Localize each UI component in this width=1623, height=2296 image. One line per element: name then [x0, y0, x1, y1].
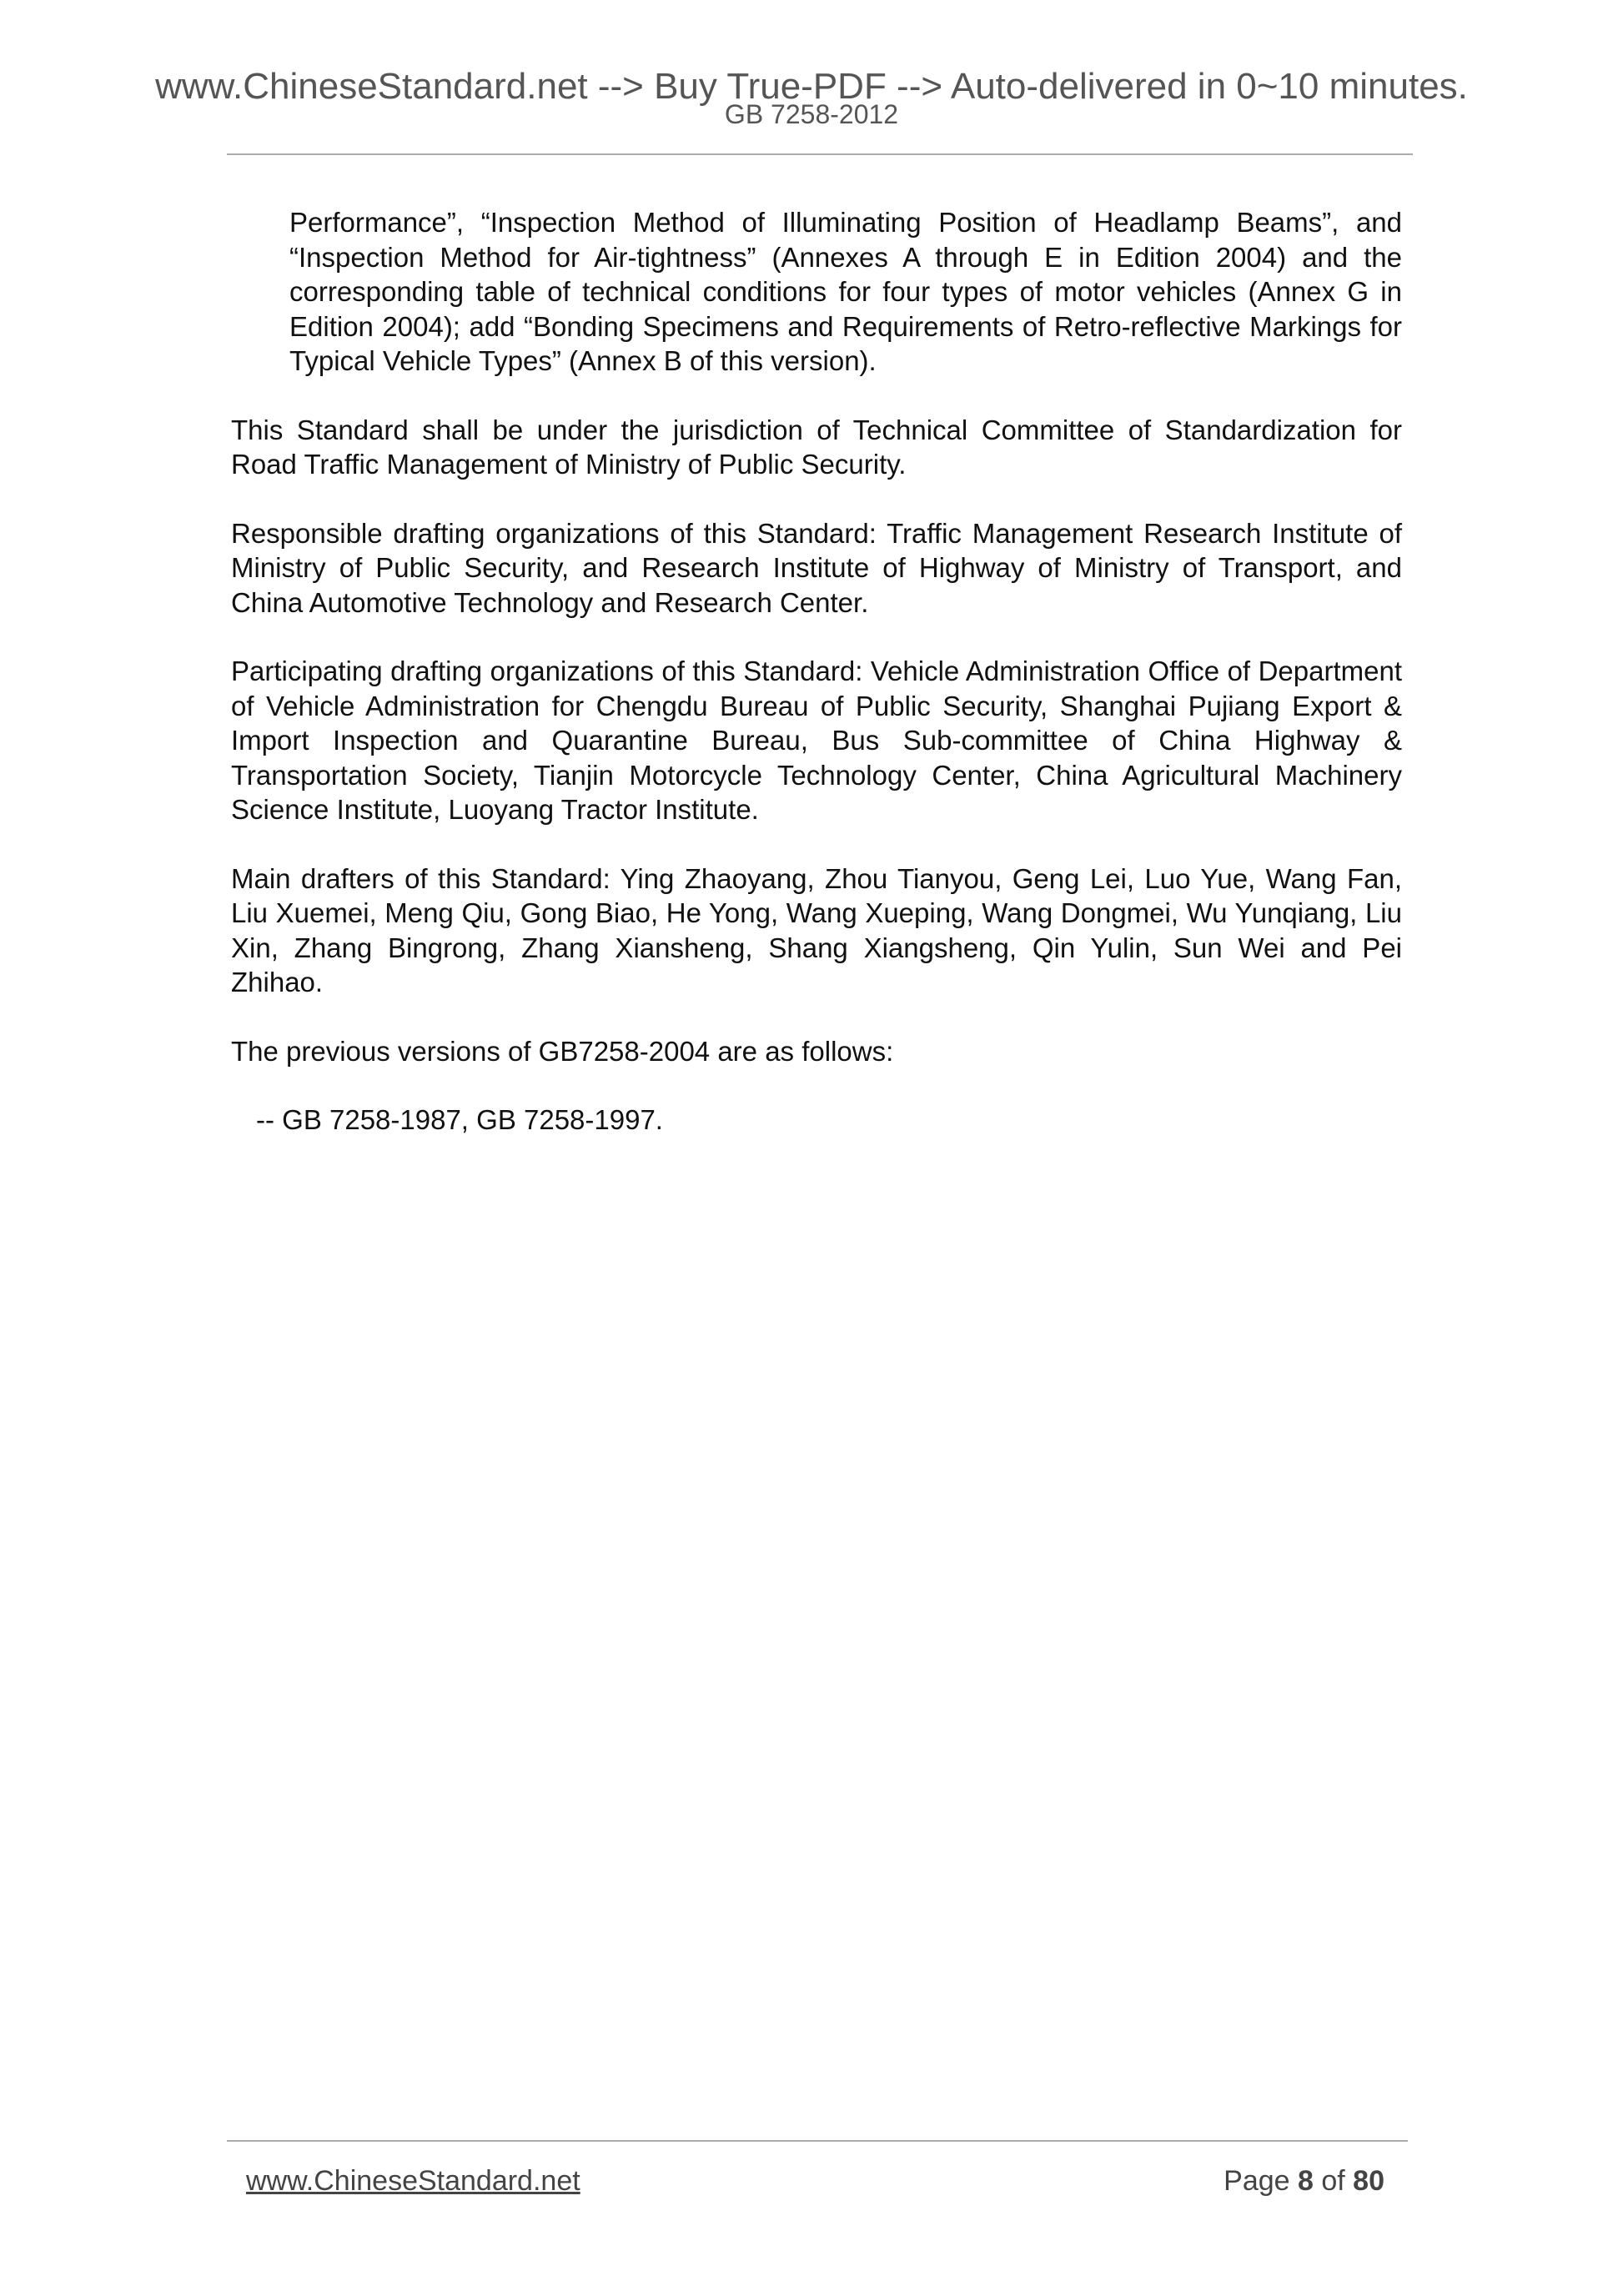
- header-banner: www.ChineseStandard.net --> Buy True-PDF --> Auto-delivered in 0~10 minutes.: [155, 66, 1468, 107]
- paragraph-participating-organizations: Participating drafting organizations of this Standard: Vehicle Administration Office of Department of Vehicle Administration for Chengdu Bureau of Public Security, Shanghai Pujiang Export & Import Inspection and Quarantine Bureau, Bus Sub-committee of China Highway & Transportation Society, Tianjin Motorcycle Technology Center, China Agricultural Machinery Science Institute, Luoyang Tractor Institute.: [231, 656, 1402, 825]
- page-prefix: Page: [1224, 2165, 1298, 2197]
- paragraph-responsible-organizations: Responsible drafting organizations of this Standard: Traffic Management Research Institute of Ministry of Public Security, and Research Institute of Highway of Ministry of Transport, and China Automotive Technology and Research Center.: [231, 517, 1402, 618]
- paragraph-main-drafters: Main drafters of this Standard: Ying Zhaoyang, Zhou Tianyou, Geng Lei, Luo Yue, Wang Fan, Liu Xuemei, Meng Qiu, Gong Biao, He Yong, Wang Xueping, Wang Dongmei, Wu Yunqiang, Liu Xin, Zhang Bingrong, Zhang Xiansheng, Shang Xiangsheng, Qin Yulin, Sun Wei and Pei Zhihao.: [231, 862, 1402, 997]
- document-id: GB 7258-2012: [724, 99, 899, 129]
- footer-divider: [227, 2140, 1408, 2142]
- previous-versions-list-item: -- GB 7258-1987, GB 7258-1997.: [256, 1104, 663, 1135]
- document-body: [231, 205, 1402, 1172]
- paragraph-annex-changes: Performance”, “Inspection Method of Illuminating Position of Headlamp Beams”, and “Inspection Method for Air-tightness” (Annexes A through E in Edition 2004) and the corresponding table of technical conditions for four types of motor vehicles (Annex G in Edition 2004); add “Bonding Specimens and Requirements of Retro-reflective Markings for Typical Vehicle Types” (Annex B of this version).: [289, 207, 1402, 376]
- paragraph-previous-versions: The previous versions of GB7258-2004 are as follows:: [231, 1035, 894, 1067]
- page-separator: of: [1313, 2165, 1354, 2197]
- header-divider: [227, 153, 1413, 155]
- page-current: 8: [1298, 2165, 1314, 2197]
- page-total: 80: [1353, 2165, 1384, 2197]
- page-number: [1224, 2163, 1384, 2198]
- footer-website-link[interactable]: www.ChineseStandard.net: [246, 2165, 580, 2197]
- paragraph-jurisdiction: This Standard shall be under the jurisdiction of Technical Committee of Standardization for Road Traffic Management of Ministry of Public Security.: [231, 414, 1402, 480]
